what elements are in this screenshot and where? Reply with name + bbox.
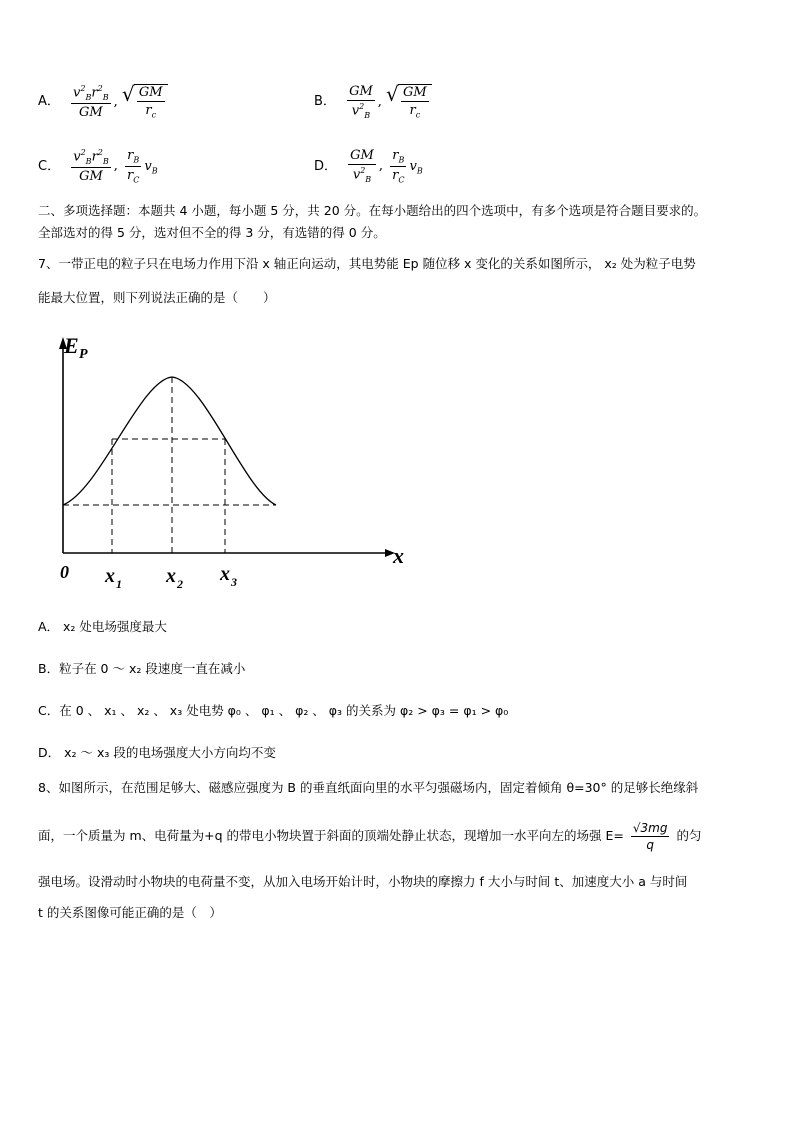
q7-stem-line1: 7、一带正电的粒子只在电场力作用下沿 x 轴正向运动，其电势能 Ep 随位移 x 变化的关系如图所示， x₂ 处为粒子电势	[38, 256, 696, 271]
ep-curve	[63, 377, 276, 505]
option-label: A．	[38, 94, 60, 110]
sqrt-expression: √ $\frac{GM}{r_c}$	[386, 84, 432, 120]
q7-stem-line2: 能最大位置，则下列说法正确的是（ ）	[38, 290, 276, 305]
x2-label-sub: 2	[177, 577, 183, 591]
q6-option-a[interactable]: A． $\frac{v^2_Br^2_B}{GM}$ , √ $\frac{GM}{r_c}$	[38, 84, 168, 120]
q7-option-a[interactable]: A． x₂ 处电场强度最大	[38, 619, 167, 634]
fraction: $\frac{GM}{v^2_B}$	[350, 148, 374, 185]
x1-label-sub: 1	[116, 577, 122, 591]
section2-line1: 二、多项选择题：本题共 4 小题，每小题 5 分，共 20 分。在每小题给出的四个选项中，有多个选项是符合题目要求的。	[38, 203, 707, 218]
q7-option-b[interactable]: B．粒子在 0 ～ x₂ 段速度一直在减小	[38, 661, 246, 676]
y-axis-label: E	[64, 333, 79, 358]
guide-lines	[63, 377, 276, 553]
q6-option-c[interactable]: C． $\frac{v^2_Br^2_B}{GM}$ , $\frac{r_B}{r_C}$ $v_B$	[38, 148, 158, 185]
q6-option-b[interactable]: B． $\frac{GM}{v^2_B}$ , √ $\frac{GM}{r_c}$	[314, 84, 432, 120]
q8-stem-line2: 面，一个质量为 m、电荷量为+q 的带电小物块置于斜面的顶端处静止状态，现增加一水平向左的场强 E= $\frac{√3mg}{q}$ 的匀	[38, 821, 702, 852]
y-axis-label-sub: P	[79, 347, 88, 362]
x3-label: x	[220, 563, 230, 585]
fraction: $\frac{v^2_Br^2_B}{GM}$	[73, 148, 109, 185]
q8-stem-line1: 8、如图所示，在范围足够大、磁感应强度为 B 的垂直纸面向里的水平匀强磁场内，固定着倾角 θ=30° 的足够长绝缘斜	[38, 780, 699, 795]
q7-option-d[interactable]: D． x₂ ～ x₃ 段的电场强度大小方向均不变	[38, 745, 276, 760]
x1-label: x	[105, 565, 115, 587]
x2-label: x	[166, 565, 176, 587]
fraction: $\frac{r_B}{r_C}$	[127, 148, 140, 185]
q7-option-c[interactable]: C．在 0 、 x₁ 、 x₂ 、 x₃ 处电势 φ₀ 、 φ₁ 、 φ₂ 、 φ₃ 的关系为 φ₂ > φ₃ = φ₁ > φ₀	[38, 703, 509, 718]
section2-line2: 全部选对的得 5 分，选对但不全的得 3 分，有选错的得 0 分。	[38, 225, 386, 240]
sqrt-expression: √ $\frac{GM}{r_c}$	[122, 84, 168, 120]
field-fraction: $\frac{√3mg}{q}$	[632, 821, 668, 852]
option-label: C．	[38, 158, 61, 174]
fraction: $\frac{GM}{v^2_B}$	[349, 84, 373, 120]
origin-label: 0	[60, 562, 69, 582]
option-label: D．	[314, 158, 338, 174]
option-label: B．	[314, 94, 336, 110]
q8-stem-line4: t 的关系图像可能正确的是（ ）	[38, 905, 222, 920]
ep-x-graph	[50, 325, 420, 595]
x-axis-label: x	[393, 543, 404, 568]
q6-option-d[interactable]: D． $\frac{GM}{v^2_B}$ , $\frac{r_B}{r_C}$ $v_B$	[314, 148, 423, 185]
fraction: $\frac{r_B}{r_C}$	[392, 148, 405, 185]
x3-label-sub: 3	[231, 575, 237, 589]
q8-stem-line3: 强电场。设滑动时小物块的电荷量不变，从加入电场开始计时，小物块的摩擦力 f 大小与时间 t、加速度大小 a 与时间	[38, 874, 688, 889]
fraction: $\frac{v^2_Br^2_B}{GM}$	[73, 84, 109, 120]
